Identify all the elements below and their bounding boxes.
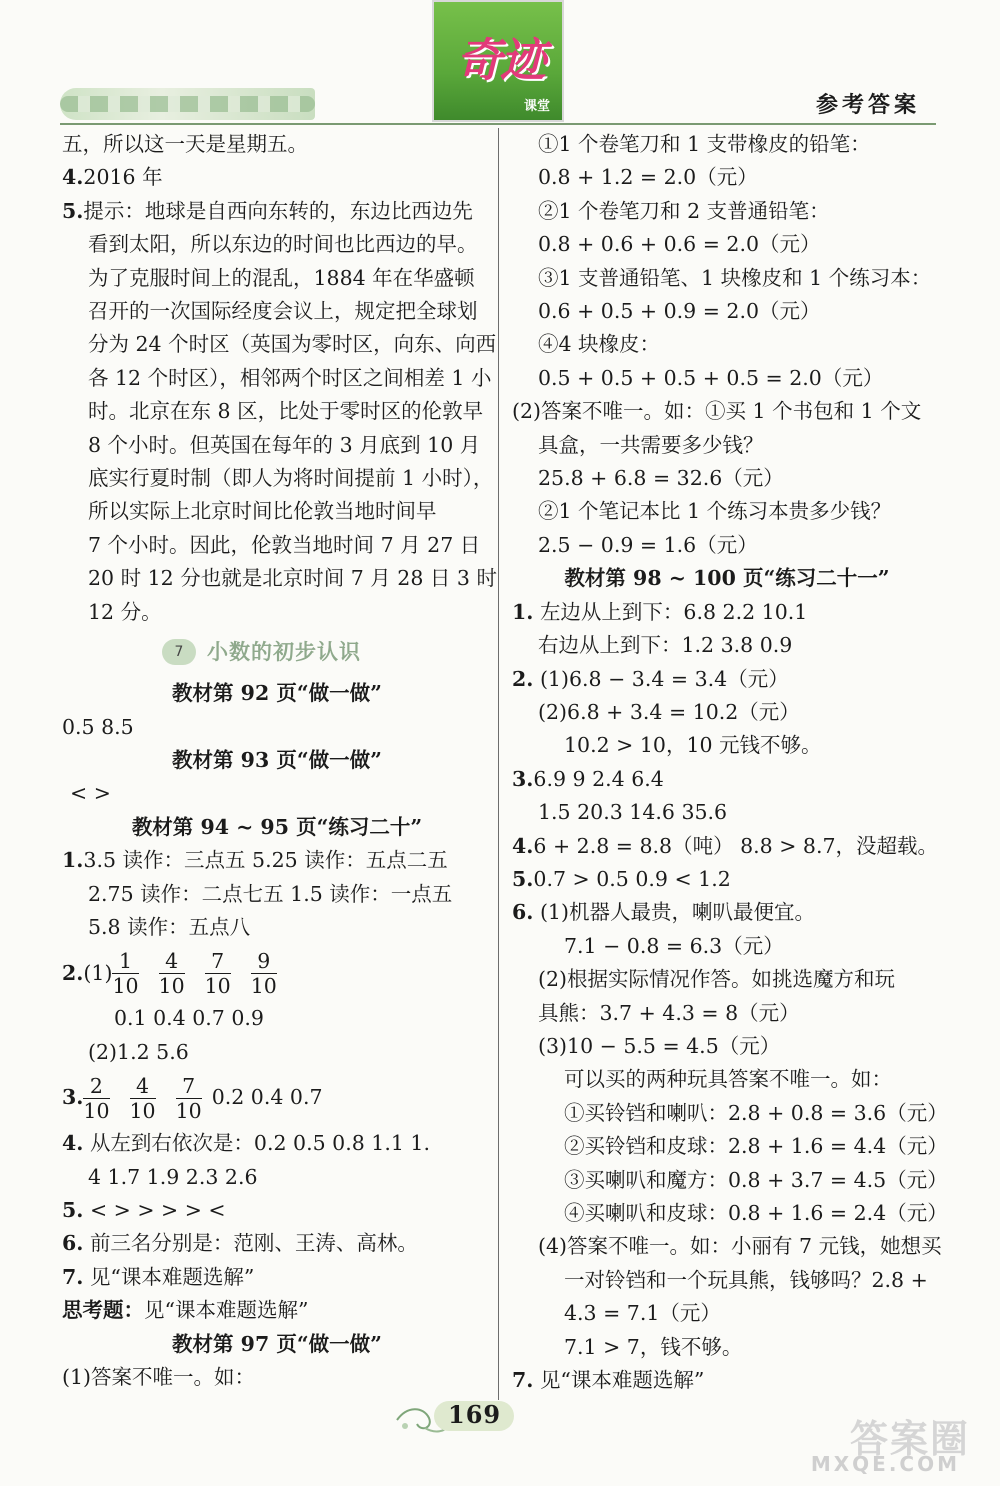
answer-text: 2016 年 <box>83 165 163 190</box>
numerator: 2 <box>83 1074 109 1099</box>
answer-text: 6.9 9 2.4 6.4 <box>533 766 664 791</box>
exercise-2 <box>62 944 492 1002</box>
denominator: 10 <box>158 973 185 998</box>
page-number: 169 <box>448 1400 502 1429</box>
denominator: 10 <box>129 1098 156 1123</box>
page-header <box>0 0 1000 130</box>
header-rule <box>60 123 936 125</box>
fraction <box>159 949 185 998</box>
text-line: ③买喇叭和魔方：0.8 + 3.7 = 4.5（元） <box>564 1167 948 1192</box>
hint-label: 提示： <box>83 198 145 223</box>
item-number: 3. <box>62 1085 84 1110</box>
text-line: ②1 个笔记本比 1 个练习本贵多少钱？ <box>538 499 892 524</box>
item-number: 3. <box>512 766 534 791</box>
logo <box>432 0 564 122</box>
exercise-5 <box>62 1194 492 1227</box>
exercise-6 <box>512 896 942 929</box>
exercise-4 <box>62 1127 492 1160</box>
denominator: 10 <box>175 1098 202 1123</box>
text-line: 10.2 > 10，10 元钱不够。 <box>564 733 822 758</box>
text-line: 8 个小时。但英国在每年的 3 月底到 10 月 <box>88 432 481 457</box>
text-line: 看到太阳，所以东边的时间也比西边的早。 <box>88 232 478 257</box>
section-heading: 教材第 98 ~ 100 页“练习二十一” <box>564 566 890 591</box>
answer-text: 前三名分别是：范刚、王涛、高林。 <box>89 1231 418 1256</box>
fraction <box>83 1074 109 1123</box>
text-line: (4)答案不唯一。如：小丽有 7 元钱，她想买 <box>538 1234 942 1259</box>
numerator: 7 <box>176 1074 202 1099</box>
chapter-number: 7 <box>162 639 196 665</box>
section-heading: 教材第 94 ~ 95 页“练习二十” <box>131 814 423 839</box>
decorative-banner <box>60 88 315 120</box>
answer-5 <box>62 195 492 228</box>
numerator: 9 <box>251 949 277 974</box>
item-number: 1. <box>62 848 84 873</box>
column-divider <box>498 128 499 1400</box>
answer-text: 0.7 > 0.5 0.9 < 1.2 <box>533 866 731 891</box>
text-line: 可以买的两种玩具答案不唯一。如： <box>564 1067 892 1092</box>
item-number: 2. <box>512 666 534 691</box>
exercise-4 <box>512 830 942 863</box>
text-line: 0.8 + 0.6 + 0.6 = 2.0（元） <box>538 232 821 257</box>
numerator: 7 <box>205 949 231 974</box>
exercise-6 <box>62 1227 492 1260</box>
item-number: 2. <box>62 960 84 985</box>
text-line: 底实行夏时制（即人为将时间提前 1 小时）， <box>88 466 494 491</box>
text-line: ②买铃铛和皮球：2.8 + 1.6 = 4.4（元） <box>564 1134 948 1159</box>
answer-text: 从左到右依次是：0.2 0.5 0.8 1.1 1. <box>89 1131 430 1156</box>
text-line: ④4 块橡皮： <box>538 332 661 357</box>
item-number: 5. <box>62 198 84 223</box>
part-label: (1) <box>83 960 113 985</box>
answer-text: < > > > > < <box>89 1197 226 1222</box>
exercise-1 <box>62 844 492 877</box>
text-line: 各 12 个时区），相邻两个时区之间相差 1 小 <box>88 365 492 390</box>
text-line: ②1 个卷笔刀和 2 支普通铅笔： <box>538 198 830 223</box>
item-number: 5. <box>512 866 534 891</box>
text-line: ①1 个卷笔刀和 1 支带橡皮的铅笔： <box>538 132 871 156</box>
fraction <box>176 1074 202 1123</box>
fraction <box>112 949 138 998</box>
text-line: 7 个小时。因此，伦敦当地时间 7 月 27 日 <box>88 532 481 557</box>
item-number: 5. <box>62 1197 84 1222</box>
text-line: 12 分。 <box>88 599 162 624</box>
text-line: 2.5 − 0.9 = 1.6（元） <box>538 532 758 557</box>
scroll-ornament <box>60 96 315 112</box>
thinking-question <box>62 1294 492 1327</box>
section-heading: 教材第 92 页“做一做” <box>172 681 382 706</box>
text-line: ④买喇叭和皮球：0.8 + 1.6 = 2.4（元） <box>564 1201 948 1225</box>
item-number: 6. <box>62 1231 84 1256</box>
label: 思考题： <box>62 1298 144 1323</box>
text-line: 0.6 + 0.5 + 0.9 = 2.0（元） <box>538 299 821 324</box>
text-line: 具盒，一共需要多少钱？ <box>538 432 764 457</box>
text-line: 2.75 读作：二点七五 1.5 读作：一点五 <box>88 881 453 906</box>
answer-text: 6 + 2.8 = 8.8（吨） 8.8 > 8.7，没超载。 <box>533 833 939 858</box>
text-line: 0.1 0.4 0.7 0.9 <box>114 1006 264 1031</box>
answer-text: 0.5 8.5 <box>62 714 134 739</box>
answer-text: 见“课本难题选解” <box>144 1298 309 1323</box>
item-number: 1. <box>512 599 534 624</box>
item-number: 6. <box>512 900 534 925</box>
answer-text: 左边从上到下：6.8 2.2 10.1 <box>539 599 808 624</box>
denominator: 10 <box>112 973 139 998</box>
watermark: 答案圈 <box>849 1417 970 1461</box>
text-line: 右边从上到下：1.2 3.8 0.9 <box>538 633 793 658</box>
numerator: 4 <box>130 1074 156 1099</box>
denominator: 10 <box>83 1098 110 1123</box>
text-line: (2)1.2 5.6 <box>88 1039 189 1064</box>
answer-text: (1)答案不唯一。如： <box>62 1365 256 1389</box>
answer-text: < > <box>70 781 111 806</box>
exercise-3 <box>512 763 942 796</box>
text-line: 0.8 + 1.2 = 2.0（元） <box>538 165 758 190</box>
exercise-1 <box>512 596 942 629</box>
text-line: (2)答案不唯一。如：①买 1 个书包和 1 个文 <box>512 399 922 424</box>
text-line: ③1 支普通铅笔、1 块橡皮和 1 个练习本： <box>538 265 932 290</box>
item-number: 7. <box>512 1368 534 1393</box>
answer-text: (1)机器人最贵，喇叭最便宜。 <box>539 900 815 925</box>
text-line: 7.1 − 0.8 = 6.3（元） <box>564 933 784 958</box>
exercise-2 <box>512 663 942 696</box>
answer-text: 见“课本难题选解” <box>89 1264 255 1289</box>
text-line: 25.8 + 6.8 = 32.6（元） <box>538 466 784 491</box>
left-column <box>62 128 497 1394</box>
text-line: (2)根据实际情况作答。如挑选魔方和玩 <box>538 967 896 992</box>
text-line: 4.3 = 7.1（元） <box>564 1301 721 1326</box>
text-line: 5.8 读作：五点八 <box>88 914 251 939</box>
item-number: 4. <box>62 165 84 190</box>
logo-subtitle: 课堂 <box>523 99 550 114</box>
chapter-heading <box>62 629 492 677</box>
item-number: 4. <box>512 833 534 858</box>
denominator: 10 <box>250 973 277 998</box>
denominator: 10 <box>204 973 231 998</box>
text-line: 具熊：3.7 + 4.3 = 8（元） <box>538 1000 800 1025</box>
logo-text: 奇迹 <box>456 33 544 87</box>
text-line: 1.5 20.3 14.6 35.6 <box>538 800 728 825</box>
answer-text: 3.5 读作：三点五 5.25 读作：五点二五 <box>83 848 448 873</box>
text-line: 4 1.7 1.9 2.3 2.6 <box>88 1164 258 1189</box>
text-line: 为了克服时间上的混乱，1884 年在华盛顿 <box>88 265 475 290</box>
text-line: 分为 24 个时区（英国为零时区，向东、向西 <box>88 332 497 357</box>
answer-text: (1)6.8 − 3.4 = 3.4（元） <box>539 666 789 691</box>
section-heading: 教材第 93 页“做一做” <box>172 747 382 772</box>
answer-text: 见“课本难题选解” <box>539 1368 705 1393</box>
exercise-7 <box>62 1261 492 1294</box>
fraction <box>130 1074 156 1123</box>
text-line: 7.1 > 7，钱不够。 <box>564 1334 743 1359</box>
numerator: 1 <box>112 949 138 974</box>
text-line: (2)6.8 + 3.4 = 10.2（元） <box>538 699 800 724</box>
decimal-values: 0.2 0.4 0.7 <box>211 1085 323 1110</box>
section-label: 参考答案 <box>815 92 920 118</box>
chapter-title: 小数的初步认识 <box>207 639 361 665</box>
section-heading: 教材第 97 页“做一做” <box>172 1331 382 1356</box>
text-line: ①买铃铛和喇叭：2.8 + 0.8 = 3.6（元） <box>564 1100 948 1125</box>
answer-4 <box>62 161 492 194</box>
text-line: 0.5 + 0.5 + 0.5 + 0.5 = 2.0（元） <box>538 365 884 390</box>
watermark-url: MXQE.COM <box>810 1452 960 1476</box>
right-column <box>512 128 948 1397</box>
fraction <box>205 949 231 998</box>
numerator: 4 <box>159 949 185 974</box>
text-line: 时。北京在东 8 区，比处于零时区的伦敦早 <box>88 399 484 424</box>
exercise-3 <box>62 1069 492 1127</box>
text-line: 20 时 12 分也就是北京时间 7 月 28 日 3 时 <box>88 566 497 591</box>
text-line: (3)10 − 5.5 = 4.5（元） <box>538 1033 781 1058</box>
answer-text: 地球是自西向东转的，东边比西边先 <box>144 198 473 223</box>
item-number: 4. <box>62 1131 84 1156</box>
text-line: 五，所以这一天是星期五。 <box>62 132 308 156</box>
exercise-7 <box>512 1364 942 1397</box>
text-line: 一对铃铛和一个玩具熊，钱够吗？2.8 + <box>564 1267 928 1292</box>
exercise-5 <box>512 863 942 896</box>
text-line: 所以实际上北京时间比伦敦当地时间早 <box>88 499 437 524</box>
text-line: 召开的一次国际经度会议上，规定把全球划 <box>88 299 478 324</box>
item-number: 7. <box>62 1264 84 1289</box>
fraction <box>251 949 277 998</box>
